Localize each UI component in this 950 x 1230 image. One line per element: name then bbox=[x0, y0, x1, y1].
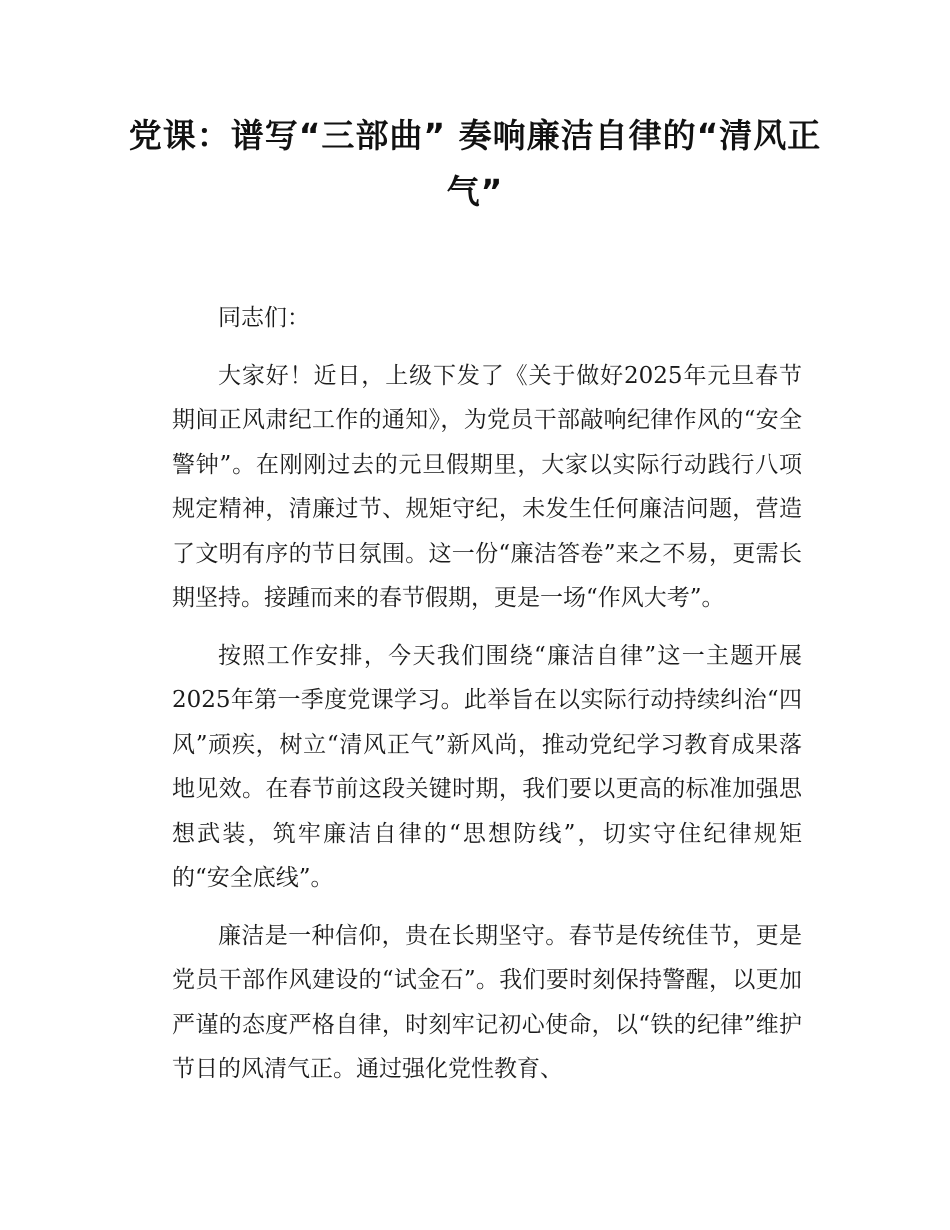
document-title: 党课：谱写“三部曲” 奏响廉洁自律的“清风正气” bbox=[128, 116, 822, 211]
body-paragraph: 大家好！近日，上级下发了《关于做好2025年元旦春节期间正风肃纪工作的通知》，为党员干部敲响纪律作风的“安全警钟”。在刚刚过去的元旦假期里，大家以实际行动践行八项规定精神，清廉过节、规矩守纪，未发生任何廉洁问题，营造了文明有序的节日氛围。这一份“廉洁答卷”来之不易，更需长期坚持。接踵而来的春节假期，更是一场“作风大考”。 bbox=[172, 362, 802, 611]
body-paragraph: 按照工作安排，今天我们围绕“廉洁自律”这一主题开展2025年第一季度党课学习。此举旨在以实际行动持续纠治“四风”顽疾，树立“清风正气”新风尚，推动党纪学习教育成果落地见效。在春节前这段关键时期，我们要以更高的标准加强思想武装，筑牢廉洁自律的“思想防线”，切实守住纪律规矩的“安全底线”。 bbox=[172, 642, 802, 891]
document-body bbox=[172, 296, 802, 1105]
body-paragraph: 廉洁是一种信仰，贵在长期坚守。春节是传统佳节，更是党员干部作风建设的“试金石”。我们要时刻保持警醒，以更加严谨的态度严格自律，时刻牢记初心使命，以“铁的纪律”维护节日的风清气正。通过强化党性教育、 bbox=[172, 922, 802, 1082]
salutation-paragraph: 同志们： bbox=[218, 305, 310, 331]
